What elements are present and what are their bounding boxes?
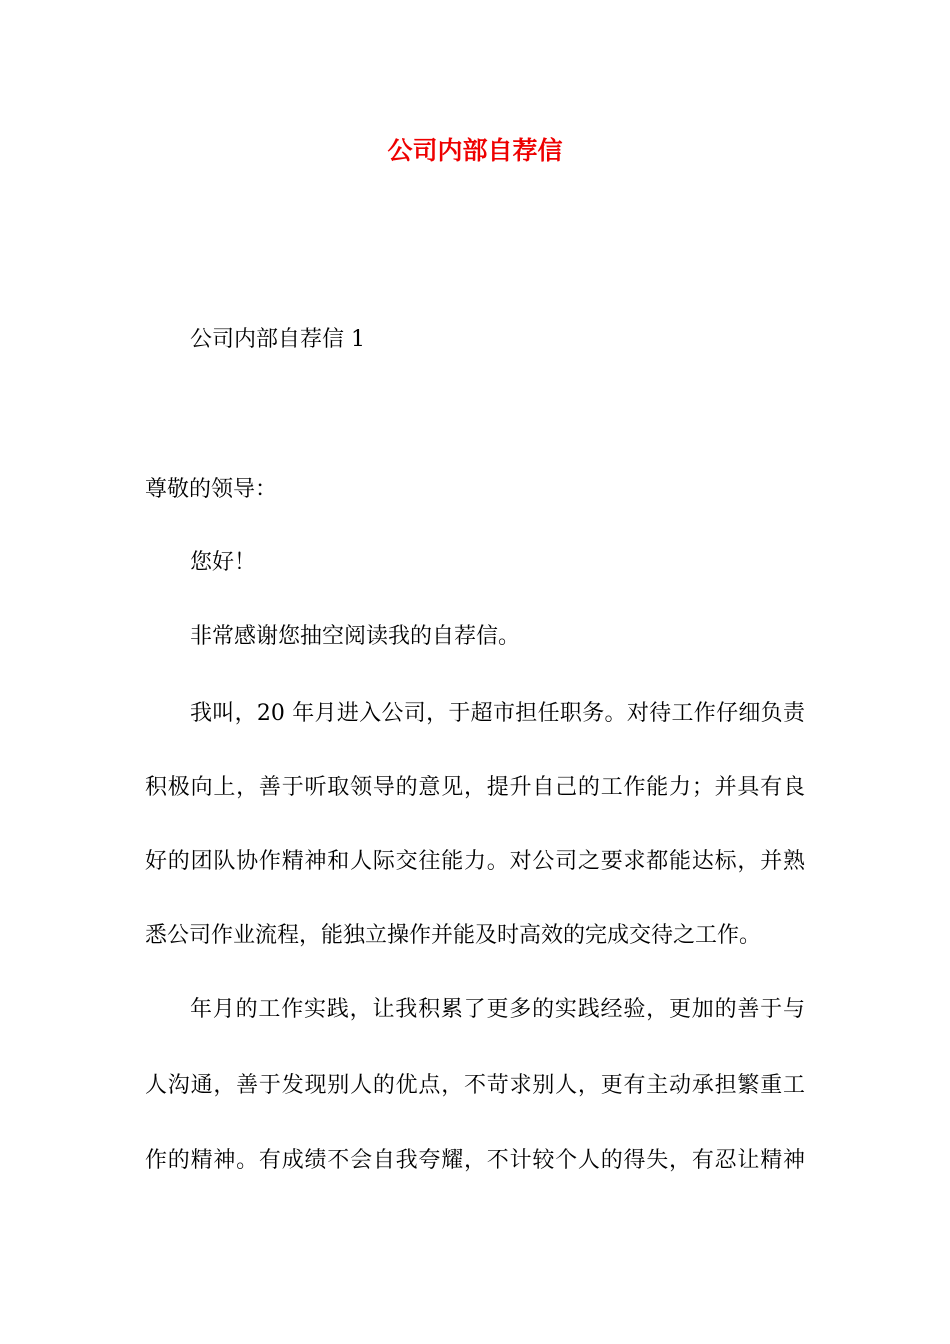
paragraph-line: 年月的工作实践，让我积累了更多的实践经验，更加的善于与 <box>190 997 805 1022</box>
paragraph-line: 好的团队协作精神和人际交往能力。对公司之要求都能达标，并熟 <box>145 849 805 874</box>
salutation: 尊敬的领导： <box>145 477 278 502</box>
document-title: 公司内部自荐信 <box>387 136 563 165</box>
paragraph-line: 我叫，20 年月进入公司，于超市担任职务。对待工作仔细负责 <box>190 701 805 726</box>
paragraph-line: 悉公司作业流程，能独立操作并能及时高效的完成交待之工作。 <box>145 923 762 948</box>
section-heading: 公司内部自荐信 1 <box>190 327 365 352</box>
paragraph-line: 非常感谢您抽空阅读我的自荐信。 <box>190 624 521 649</box>
paragraph-line: 作的精神。有成绩不会自我夸耀，不计较个人的得失，有忍让精神 <box>145 1148 805 1173</box>
greeting: 您好！ <box>190 550 257 575</box>
paragraph-line: 积极向上，善于听取领导的意见，提升自己的工作能力；并具有良 <box>145 775 805 800</box>
paragraph-line: 人沟通，善于发现别人的优点，不苛求别人，更有主动承担繁重工 <box>145 1073 805 1098</box>
